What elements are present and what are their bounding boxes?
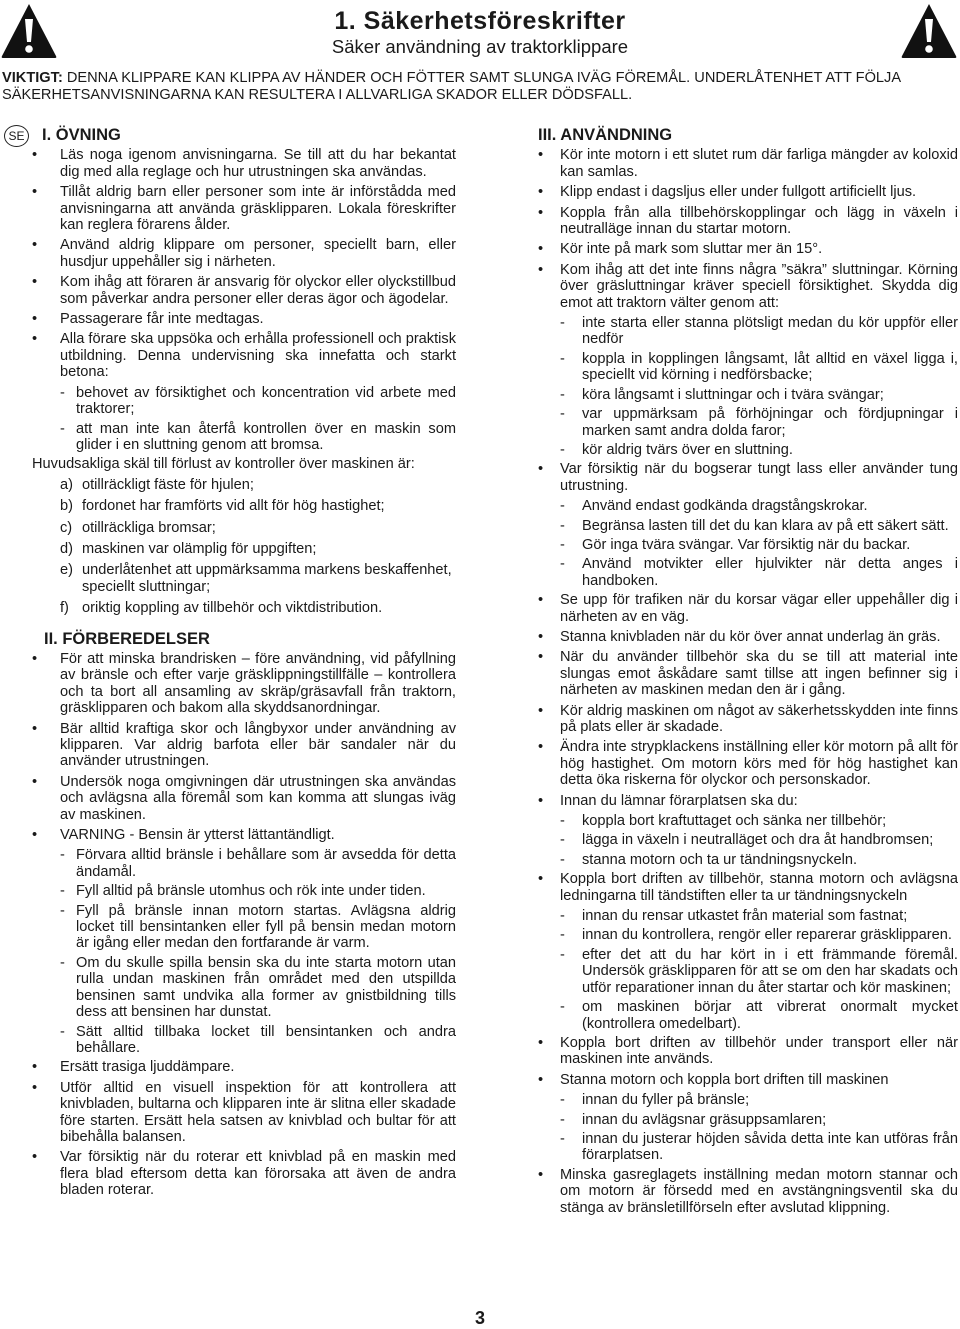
dash-item: - var uppmärksam på förhöjningar och fördjupningar i marken samt andra dolda faror; [538, 406, 958, 439]
warning-label: VIKTIGT: [2, 70, 63, 86]
list-item: • Ersätt trasiga ljuddämpare. [32, 1059, 456, 1075]
list-item: • Passagerare får inte medtagas. [32, 311, 456, 327]
list-item: • Kör inte på mark som sluttar mer än 15°. [538, 241, 958, 257]
dash-item: - innan du avlägsnar gräsuppsamlaren; [538, 1112, 958, 1128]
important-warning [2, 70, 958, 104]
list-item: • Undersök noga omgivningen där utrustningen ska användas och avlägsna alla föremål som kan komma att slungas iväg av maskinen. [32, 774, 456, 823]
dash-item: - Gör inga tvära svängar. Var försiktig när du backar. [538, 537, 958, 553]
dash-item: - stanna motorn och ta ur tändningsnyckeln. [538, 852, 958, 868]
dash-item: - innan du justerar höjden såvida detta inte kan utföras från förarplatsen. [538, 1131, 958, 1164]
paragraph: Huvudsakliga skäl till förlust av kontroller över maskinen är: [32, 456, 415, 473]
dash-item: - innan du fyller på bränsle; [538, 1092, 958, 1108]
list-item: • Kör inte motorn i ett slutet rum där farliga mängder av koloxid kan samlas. [538, 147, 958, 180]
list-item: • Kom ihåg att det inte finns några ”säkra” sluttningar. Körning över gräsluttningar kräver speciell försiktighet. Skydda dig emot att traktorn välter genom att: [538, 262, 958, 311]
dash-item: - Fyll på bränsle innan motorn startas. Avlägsna aldrig locket till bensintanken eller fyll på bensin medan motorn är igång eller medan den fortfarande är varm. [32, 903, 456, 952]
dash-item: - koppla in kopplingen långsamt, låt alltid en växel ligga i, speciellt vid körning i nedförsbacke; [538, 351, 958, 384]
dash-item: - att man inte kan återfå kontrollen över en maskin som glider i en sluttning genom att bromsa. [32, 421, 456, 454]
dash-item: - inte starta eller stanna plötsligt medan du kör uppför eller nedför [538, 315, 958, 348]
list-item: • Alla förare ska uppsöka och erhålla professionell och praktisk utbildning. Denna undervisning ska innefatta och starkt betona: [32, 331, 456, 380]
section-title: II. FÖRBEREDELSER [44, 629, 210, 648]
list-item: • Minska gasreglagets inställning medan motorn stannar och om motorn är försedd med en avstängningsventil ska du stänga av bränsletillförseln efter avslutad klippning. [538, 1167, 958, 1216]
list-item: • Klipp endast i dagsljus eller under fullgott artificiellt ljus. [538, 184, 958, 200]
list-item: • För att minska brandrisken – före användning, vid påfyllning av bränsle och efter varje gräsklippningstillfälle – kontrollera och ta bort all ansamling av skräp/gräsavfall från traktorn, gräsklipparen och bakom alla skyddsanordningar. [32, 651, 456, 717]
list-item: • Koppla bort driften av tillbehör, stanna motorn och avlägsna ledningarna till tändstiften eller ta ur tändningsnyckeln [538, 871, 958, 904]
list-item: • Koppla bort driften av tillbehör under transport eller när maskinen inte används. [538, 1035, 958, 1068]
dash-item: - efter det att du har kört in i ett främmande föremål. Undersök gräsklipparen för att se om den har skadats och utför reparationer innan du åter startar och kör maskinen; [538, 947, 958, 996]
list-item: • Tillåt aldrig barn eller personer som inte är införstådda med anvisningarna att använda gräsklipparen. Lokala föreskrifter kan reglera förarens ålder. [32, 184, 456, 233]
lettered-item: a) otillräckligt fäste för hjulen; [60, 476, 254, 493]
lettered-item: f) oriktig koppling av tillbehör och viktdistribution. [60, 600, 383, 617]
list-item: • Bär alltid kraftiga skor och långbyxor under användning av klipparen. Var aldrig barfota eller bär sandaler när du använder utrustningen. [32, 721, 456, 770]
dash-item: - Sätt alltid tillbaka locket till bensintanken och andra behållare. [32, 1024, 456, 1057]
dash-item: - innan du kontrollera, rengör eller reparerar gräsklipparen. [538, 927, 958, 943]
list-item: • Utför alltid en visuell inspektion för att kontrollera att knivbladen, bultarna och klipparen inte är slitna eller skadade före starten. Ersätt hela satsen av knivblad och bultar för att bibehålla balansen. [32, 1080, 456, 1146]
lettered-item: e) underlåtenhet att uppmärksamma markens beskaffenhet, speciellt sluttningar; [60, 562, 452, 595]
list-item: • Se upp för trafiken när du korsar vägar eller uppehåller dig i närheten av en väg. [538, 592, 958, 625]
page-header [0, 6, 960, 58]
list-item: • Kom ihåg att föraren är ansvarig för olyckor eller olyckstillbud som påverkar andra personer eller deras ägor och ägodelar. [32, 274, 456, 307]
dash-item: - behovet av försiktighet och koncentration vid arbete med traktorer; [32, 385, 456, 418]
lettered-item: b) fordonet har framförts vid allt för hög hastighet; [60, 498, 385, 515]
dash-item: - Om du skulle spilla bensin ska du inte starta motorn utan rulla undan maskinen från området med den utspillda bensinen samt undvika alla former av gnistbildning tills dess att bensinen har dunstat. [32, 955, 456, 1021]
list-item: • Stanna knivbladen när du kör över annat underlag än gräs. [538, 629, 958, 645]
dash-item: - Begränsa lasten till det du kan klara av på ett säkert sätt. [538, 518, 958, 534]
dash-item: - köra långsamt i sluttningar och i tvära svängar; [538, 387, 958, 403]
dash-item: - om maskinen börjar att vibrerat onormalt mycket (kontrollera omedelbart). [538, 999, 958, 1032]
dash-item: - innan du rensar utkastet från material som fastnat; [538, 908, 958, 924]
dash-item: - lägga in växeln i neutralläget och dra åt handbromsen; [538, 832, 958, 848]
list-item: • Använd aldrig klippare om personer, speciellt barn, eller husdjur uppehåller sig i närheten. [32, 237, 456, 270]
dash-item: - koppla bort kraftuttaget och sänka ner tillbehör; [538, 813, 958, 829]
dash-item: - kör aldrig tvärs över en sluttning. [538, 442, 958, 458]
list-item: • Kör aldrig maskinen om något av säkerhetsskydden inte finns på plats eller är skadade. [538, 703, 958, 736]
dash-item: - Fyll alltid på bränsle utomhus och rök inte under tiden. [32, 883, 456, 899]
dash-item: - Använd motvikter eller hjulvikter när detta anges i handboken. [538, 556, 958, 589]
dash-item: - Använd endast godkända dragstångskrokar. [538, 498, 958, 514]
page-number: 3 [474, 1308, 485, 1328]
page-subtitle: Säker användning av traktorklippare [331, 36, 629, 57]
page-title: 1. Säkerhetsföreskrifter [334, 7, 626, 35]
list-item: • När du använder tillbehör ska du se till att material inte slungas emot åskådare samt tillse att ingen befinner sig i närheten av maskinen medan den är i gång. [538, 649, 958, 698]
list-item: • Innan du lämnar förarplatsen ska du: [538, 793, 958, 809]
lettered-item: d) maskinen var olämplig för uppgiften; [60, 540, 317, 557]
warning-text: DENNA KLIPPARE KAN KLIPPA AV HÄNDER OCH FÖTTER SAMT SLUNGA IVÄG FÖREMÅL. UNDERLÅTENHET ATT FÖLJA SÄKERHETSANVISNINGARNA KAN RESULTERA I ALLVARLIGA SKADOR ELLER DÖDSFALL. [2, 70, 901, 103]
list-item: • Var försiktig när du roterar ett knivblad på en maskin med flera blad eftersom detta kan förorsaka att även de andra bladen roterar. [32, 1149, 456, 1198]
section-title: III. ANVÄNDNING [538, 126, 673, 144]
left-column [32, 127, 456, 1203]
list-item: • Stanna motorn och koppla bort driften till maskinen [538, 1072, 958, 1088]
dash-item: - Förvara alltid bränsle i behållare som är avsedda för detta ändamål. [32, 847, 456, 880]
list-item: • Läs noga igenom anvisningarna. Se till att du har bekantat dig med alla reglage och hur utrustningen ska användas. [32, 147, 456, 180]
list-item: • VARNING - Bensin är ytterst lättantändligt. [32, 827, 456, 843]
section-title: I. ÖVNING [42, 126, 121, 144]
list-item: • Ändra inte strypklackens inställning eller kör motorn på allt för hög hastighet. Om motorn körs med för hög hastighet kan detta öka riskerna för olyckor och personskador. [538, 739, 958, 788]
lettered-item: c) otillräckliga bromsar; [60, 519, 216, 536]
language-badge: SE [4, 125, 29, 147]
right-column [538, 127, 958, 1220]
list-item: • Var försiktig när du bogserar tungt lass eller använder tung utrustning. [538, 461, 958, 494]
list-item: • Koppla från alla tillbehörskopplingar och lägg in växeln i neutralläge innan du startar motorn. [538, 205, 958, 238]
